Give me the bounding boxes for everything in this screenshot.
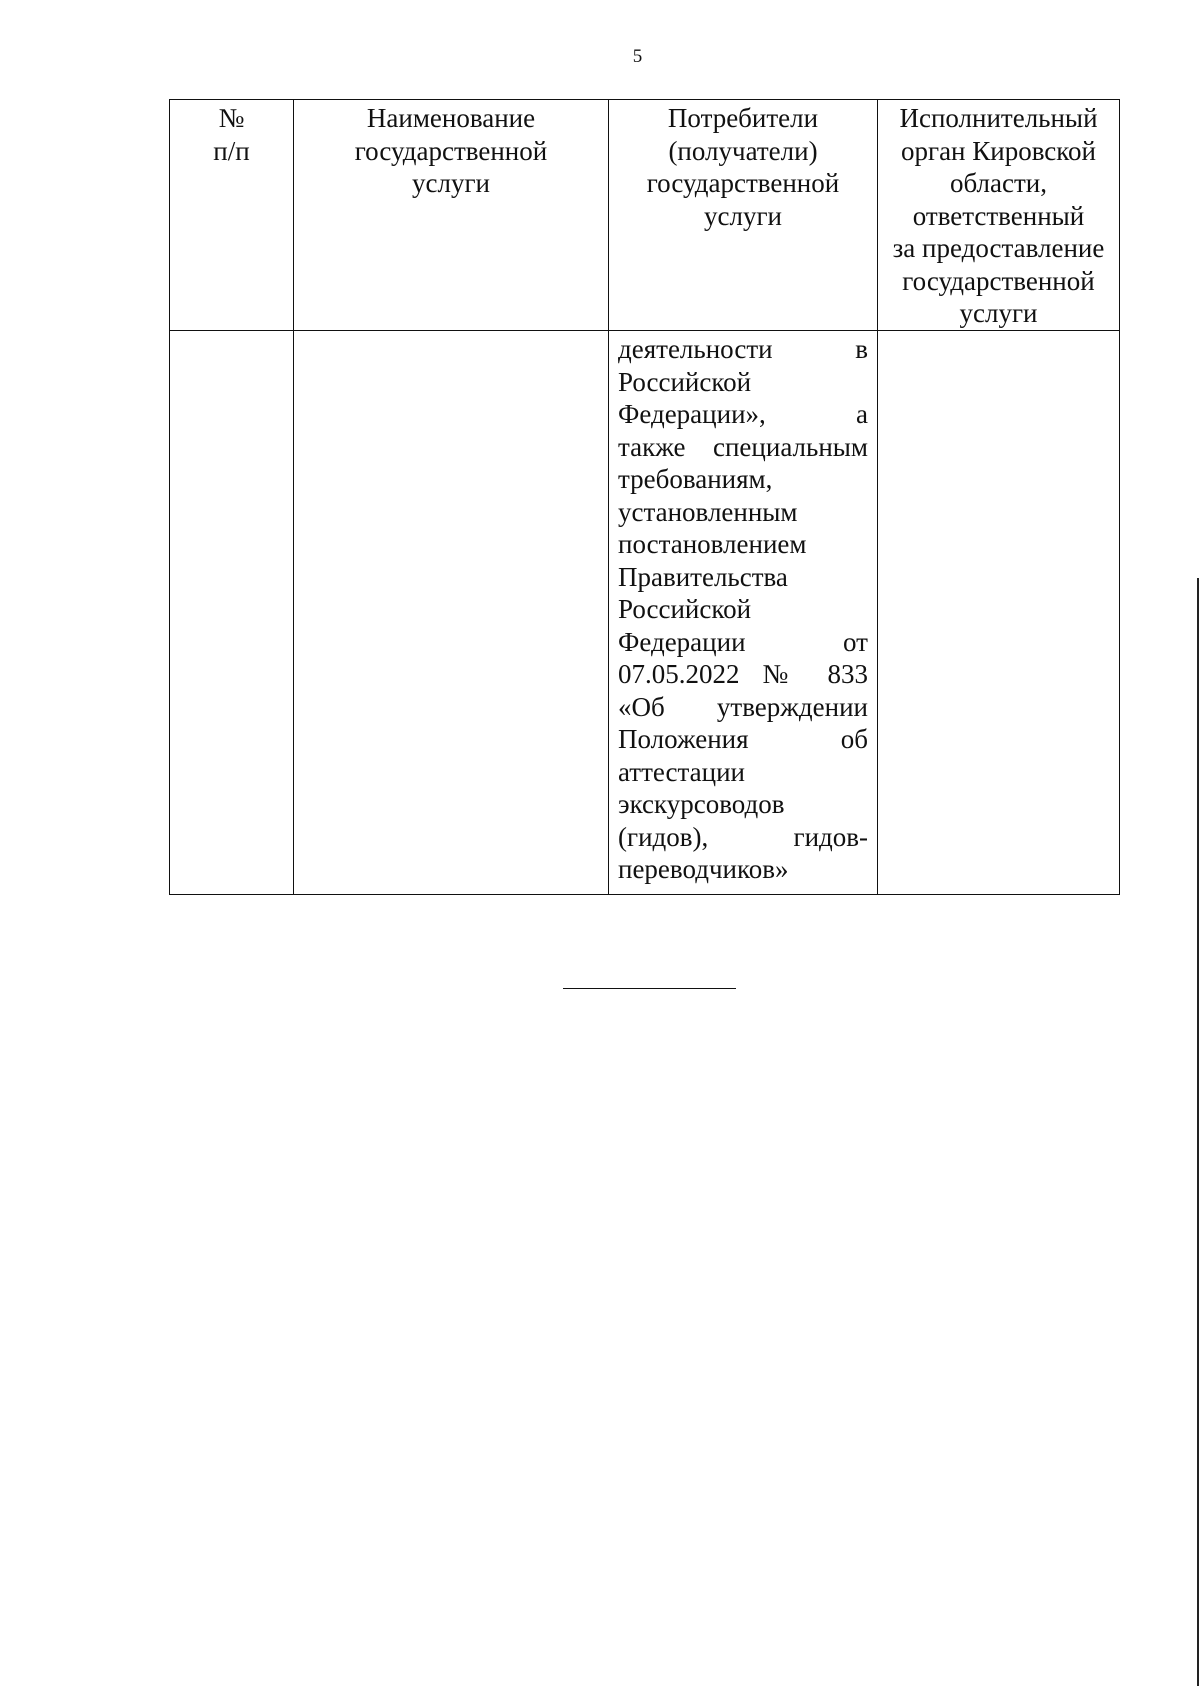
consumers-text-line: Российской xyxy=(618,594,752,624)
consumers-text-line: Федерации от xyxy=(618,626,868,657)
scan-edge-line xyxy=(1197,578,1199,1686)
header-number-line: № xyxy=(218,103,245,133)
consumers-text-line: Российской xyxy=(618,366,752,397)
services-table xyxy=(169,99,1120,895)
cell-number xyxy=(170,331,294,895)
consumers-text xyxy=(609,331,877,886)
header-executive-body-line: области, xyxy=(949,168,1047,198)
consumers-text-line: 07.05.2022 № 833 xyxy=(618,659,868,689)
header-consumers xyxy=(609,100,878,331)
consumers-text-line: Правительства xyxy=(618,561,788,592)
consumers-text-line: постановлением xyxy=(618,529,807,559)
consumers-text-line: установленным xyxy=(618,496,798,527)
header-service-name-line: Наименование xyxy=(366,103,536,133)
consumers-text-line: аттестации xyxy=(618,756,745,787)
header-executive-body-line: ответственный xyxy=(912,200,1085,231)
consumers-text-line: деятельности в xyxy=(618,334,868,364)
consumers-text-line: (гидов), гидов- xyxy=(618,821,868,852)
header-service-name-line: государственной xyxy=(354,135,548,166)
consumers-text-line: Положения об xyxy=(618,724,868,754)
cell-service-name xyxy=(294,331,609,895)
header-number-line: п/п xyxy=(213,135,250,166)
header-consumers-line: государственной xyxy=(646,168,840,198)
page-number: 5 xyxy=(632,46,643,67)
consumers-text-line: также специальным xyxy=(618,431,868,462)
header-executive-body xyxy=(878,100,1120,331)
header-consumers-line: (получатели) xyxy=(668,135,818,166)
header-executive-body-line: государственной xyxy=(902,265,1095,296)
cell-executive-body xyxy=(878,331,1120,895)
consumers-text-line: переводчиков» xyxy=(618,854,789,884)
header-executive-body-line: за предоставление xyxy=(892,233,1105,263)
table-header-row xyxy=(170,100,1120,331)
header-number xyxy=(170,100,294,331)
header-consumers-line: Потребители xyxy=(667,103,819,133)
header-executive-body-line: Исполнительный xyxy=(899,103,1098,133)
end-of-document-rule xyxy=(563,988,736,989)
header-executive-body-line: орган Кировской xyxy=(901,135,1096,166)
table-row xyxy=(170,331,1120,895)
header-executive-body-line: услуги xyxy=(959,298,1038,328)
header-consumers-line: услуги xyxy=(704,200,782,231)
cell-consumers xyxy=(609,331,878,895)
consumers-text-line: экскурсоводов xyxy=(618,789,785,819)
header-service-name xyxy=(294,100,609,331)
consumers-text-line: «Об утверждении xyxy=(618,691,868,722)
consumers-text-line: требованиям, xyxy=(618,464,773,494)
consumers-text-line: Федерации», а xyxy=(618,399,868,429)
header-service-name-line: услуги xyxy=(412,168,490,198)
